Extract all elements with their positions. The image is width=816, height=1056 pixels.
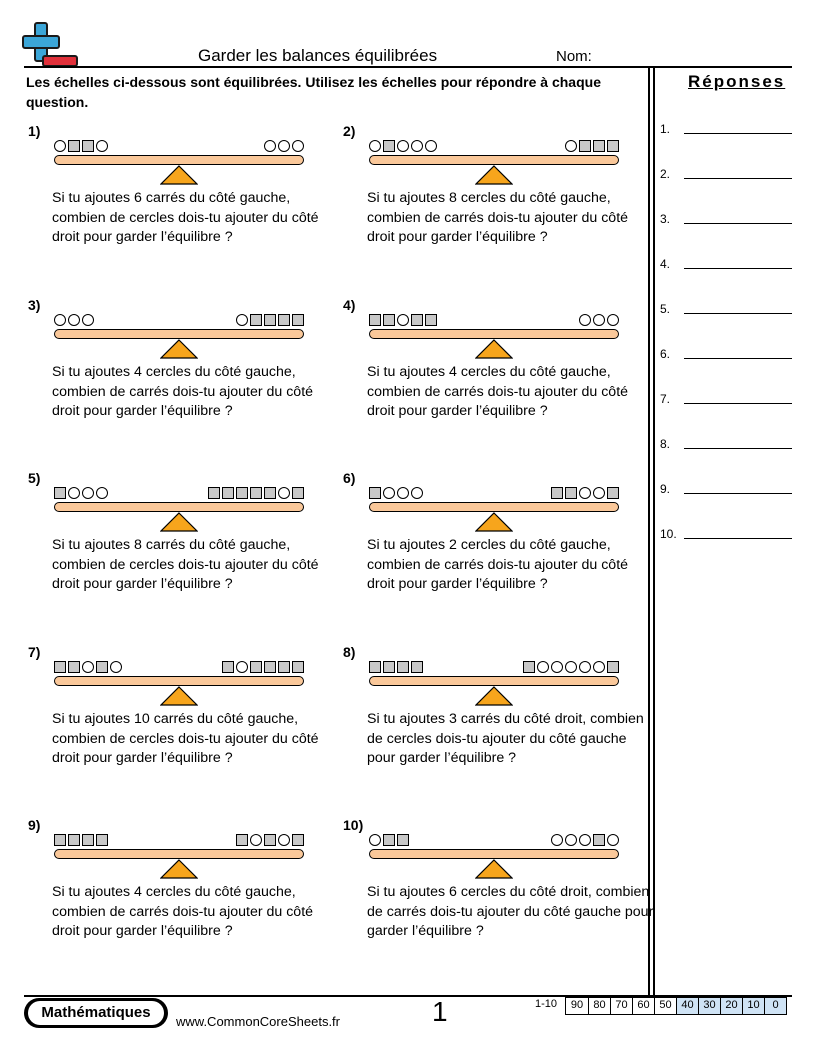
circle-icon [425, 140, 437, 152]
square-icon [411, 314, 423, 326]
question-text: Si tu ajoutes 6 carrés du côté gauche, combien de cercles dois-tu ajouter du côté droit pour garder l’équilibre ? [52, 190, 319, 245]
problem-number: 7) [28, 644, 41, 660]
square-icon [292, 314, 304, 326]
problem-7 [26, 644, 319, 794]
square-icon [236, 487, 248, 499]
logo-plus-minus-icon [22, 22, 78, 68]
score-cell: 70 [610, 998, 632, 1014]
answer-row [660, 347, 792, 367]
square-icon [425, 314, 437, 326]
right-pan-objects [579, 314, 619, 328]
circle-icon [593, 661, 605, 673]
square-icon [96, 661, 108, 673]
circle-icon [96, 140, 108, 152]
right-pan-objects [523, 661, 619, 675]
square-icon [369, 661, 381, 673]
circle-icon [68, 487, 80, 499]
square-icon [579, 140, 591, 152]
answer-row [660, 167, 792, 187]
problem-number: 10) [343, 817, 364, 833]
answer-row [660, 482, 792, 502]
answer-number: 6. [660, 347, 671, 361]
answer-row [660, 437, 792, 457]
problem-6 [341, 470, 631, 620]
left-pan-objects [369, 314, 437, 328]
square-icon [54, 487, 66, 499]
circle-icon [236, 314, 248, 326]
question-text: Si tu ajoutes 6 cercles du côté droit, combien de carrés dois-tu ajouter du côté gauche pour garder l’équilibre ? [367, 884, 654, 939]
circle-icon [369, 140, 381, 152]
question-text: Si tu ajoutes 4 cercles du côté gauche, combien de carrés dois-tu ajouter du côté droit pour garder l’équilibre ? [367, 364, 629, 419]
left-pan-objects [54, 834, 108, 848]
score-table [565, 997, 787, 1015]
square-icon [264, 314, 276, 326]
square-icon [607, 487, 619, 499]
circle-icon [82, 314, 94, 326]
right-pan-objects [222, 661, 304, 675]
balance-beam [369, 329, 619, 339]
fulcrum-icon [160, 339, 198, 359]
square-icon [278, 314, 290, 326]
balance-beam [369, 849, 619, 859]
problem-number: 1) [28, 123, 41, 139]
square-icon [292, 834, 304, 846]
square-icon [565, 487, 577, 499]
answer-number: 1. [660, 122, 671, 136]
circle-icon [54, 140, 66, 152]
score-cell: 50 [654, 998, 676, 1014]
circle-icon [537, 661, 549, 673]
left-pan-objects [54, 661, 122, 675]
fulcrum-icon [475, 165, 513, 185]
square-icon [236, 834, 248, 846]
answers-title: Réponses [688, 72, 786, 91]
left-pan-objects [369, 834, 409, 848]
square-icon [82, 834, 94, 846]
circle-icon [593, 314, 605, 326]
fulcrum-icon [475, 512, 513, 532]
square-icon [250, 487, 262, 499]
square-icon [54, 834, 66, 846]
circle-icon [250, 834, 262, 846]
circle-icon [369, 834, 381, 846]
square-icon [397, 661, 409, 673]
square-icon [369, 314, 381, 326]
answer-line[interactable] [684, 178, 792, 179]
circle-icon [565, 140, 577, 152]
square-icon [250, 314, 262, 326]
square-icon [593, 834, 605, 846]
circle-icon [278, 487, 290, 499]
answer-row [660, 392, 792, 412]
square-icon [523, 661, 535, 673]
circle-icon [68, 314, 80, 326]
answer-number: 8. [660, 437, 671, 451]
balance-beam [54, 849, 304, 859]
subject-badge [24, 998, 168, 1028]
score-cell: 20 [720, 998, 742, 1014]
instructions: Les échelles ci-dessous sont équilibrées. Utilisez les échelles pour répondre à chaque question. [26, 74, 601, 110]
fulcrum-icon [475, 339, 513, 359]
score-cell: 90 [570, 999, 584, 1011]
right-pan-objects [208, 487, 304, 501]
circle-icon [397, 487, 409, 499]
right-pan-objects [236, 314, 304, 328]
square-icon [278, 661, 290, 673]
left-pan-objects [369, 661, 423, 675]
left-pan-objects [54, 487, 108, 501]
fulcrum-icon [160, 859, 198, 879]
header-divider [24, 66, 792, 68]
right-pan-objects [551, 834, 619, 848]
circle-icon [110, 661, 122, 673]
circle-icon [579, 314, 591, 326]
answer-number: 4. [660, 257, 671, 271]
problem-10 [341, 817, 654, 967]
right-pan-objects [565, 140, 619, 154]
square-icon [96, 834, 108, 846]
answer-number: 2. [660, 167, 671, 181]
problem-1 [26, 123, 319, 273]
circle-icon [278, 140, 290, 152]
problem-9 [26, 817, 316, 967]
circle-icon [551, 834, 563, 846]
answer-line[interactable] [684, 538, 792, 539]
answer-row [660, 212, 792, 232]
square-icon [593, 140, 605, 152]
square-icon [551, 487, 563, 499]
answer-number: 7. [660, 392, 671, 406]
answer-line[interactable] [684, 448, 792, 449]
circle-icon [278, 834, 290, 846]
square-icon [222, 661, 234, 673]
circle-icon [579, 834, 591, 846]
right-pan-objects [551, 487, 619, 501]
circle-icon [411, 487, 423, 499]
circle-icon [607, 834, 619, 846]
square-icon [607, 661, 619, 673]
circle-icon [551, 661, 563, 673]
page-number: 1 [432, 996, 448, 1027]
left-pan-objects [369, 140, 437, 154]
square-icon [68, 661, 80, 673]
circle-icon [96, 487, 108, 499]
right-pan-objects [236, 834, 304, 848]
fulcrum-icon [160, 512, 198, 532]
balance-beam [54, 676, 304, 686]
square-icon [292, 487, 304, 499]
square-icon [264, 487, 276, 499]
circle-icon [397, 314, 409, 326]
square-icon [82, 140, 94, 152]
circle-icon [593, 487, 605, 499]
square-icon [54, 661, 66, 673]
answer-line[interactable] [684, 403, 792, 404]
right-pan-objects [264, 140, 304, 154]
square-icon [383, 661, 395, 673]
question-text: Si tu ajoutes 3 carrés du côté droit, combien de cercles dois-tu ajouter du côté gauche pour garder l’équilibre ? [367, 711, 644, 766]
problem-number: 3) [28, 297, 41, 313]
problem-3 [26, 297, 316, 447]
score-cell: 0 [764, 998, 786, 1014]
square-icon [68, 834, 80, 846]
circle-icon [82, 661, 94, 673]
problem-number: 5) [28, 470, 41, 486]
circle-icon [264, 140, 276, 152]
circle-icon [236, 661, 248, 673]
square-icon [383, 314, 395, 326]
problem-number: 4) [343, 297, 356, 313]
circle-icon [397, 140, 409, 152]
circle-icon [292, 140, 304, 152]
square-icon [397, 834, 409, 846]
left-pan-objects [54, 140, 108, 154]
square-icon [250, 661, 262, 673]
answer-line[interactable] [684, 358, 792, 359]
circle-icon [82, 487, 94, 499]
circle-icon [579, 487, 591, 499]
square-icon [383, 834, 395, 846]
problem-number: 6) [343, 470, 356, 486]
circle-icon [565, 834, 577, 846]
score-cell: 80 [588, 998, 610, 1014]
left-pan-objects [54, 314, 94, 328]
square-icon [68, 140, 80, 152]
square-icon [411, 661, 423, 673]
problem-4 [341, 297, 631, 447]
problem-number: 9) [28, 817, 41, 833]
score-cell: 30 [698, 998, 720, 1014]
answer-row [660, 257, 792, 277]
question-text: Si tu ajoutes 10 carrés du côté gauche, combien de cercles dois-tu ajouter du côté droit pour garder l’équilibre ? [52, 711, 319, 766]
answer-line[interactable] [684, 313, 792, 314]
answer-row [660, 527, 792, 547]
question-text: Si tu ajoutes 8 cercles du côté gauche, combien de carrés dois-tu ajouter du côté droit pour garder l’équilibre ? [367, 190, 629, 245]
score-cell: 60 [632, 998, 654, 1014]
fulcrum-icon [160, 165, 198, 185]
score-range-label: 1-10 [535, 998, 558, 1010]
site-url: www.CommonCoreSheets.fr [176, 1014, 340, 1029]
circle-icon [607, 314, 619, 326]
answer-line[interactable] [684, 493, 792, 494]
square-icon [208, 487, 220, 499]
question-text: Si tu ajoutes 4 cercles du côté gauche, combien de carrés dois-tu ajouter du côté droit pour garder l’équilibre ? [52, 884, 314, 939]
balance-beam [54, 502, 304, 512]
answer-line[interactable] [684, 268, 792, 269]
problem-2 [341, 123, 631, 273]
answer-number: 9. [660, 482, 671, 496]
subject-badge-label: Mathématiques [28, 1001, 164, 1025]
name-label: Nom: [556, 48, 592, 65]
square-icon [222, 487, 234, 499]
balance-beam [54, 155, 304, 165]
answer-row [660, 302, 792, 322]
balance-beam [369, 502, 619, 512]
problem-5 [26, 470, 319, 620]
circle-icon [54, 314, 66, 326]
fulcrum-icon [160, 686, 198, 706]
question-text: Si tu ajoutes 4 cercles du côté gauche, combien de carrés dois-tu ajouter du côté droit pour garder l’équilibre ? [52, 364, 314, 419]
answer-line[interactable] [684, 223, 792, 224]
square-icon [292, 661, 304, 673]
fulcrum-icon [475, 859, 513, 879]
circle-icon [383, 487, 395, 499]
circle-icon [579, 661, 591, 673]
score-cell: 40 [676, 998, 698, 1014]
square-icon [383, 140, 395, 152]
square-icon [607, 140, 619, 152]
problem-number: 8) [343, 644, 356, 660]
problem-number: 2) [343, 123, 356, 139]
balance-beam [54, 329, 304, 339]
balance-beam [369, 676, 619, 686]
answer-row [660, 122, 792, 142]
answer-line[interactable] [684, 133, 792, 134]
fulcrum-icon [475, 686, 513, 706]
balance-beam [369, 155, 619, 165]
circle-icon [411, 140, 423, 152]
left-pan-objects [369, 487, 423, 501]
page-title: Garder les balances équilibrées [198, 46, 438, 65]
square-icon [264, 661, 276, 673]
circle-icon [565, 661, 577, 673]
square-icon [369, 487, 381, 499]
question-text: Si tu ajoutes 8 carrés du côté gauche, combien de cercles dois-tu ajouter du côté droit pour garder l’équilibre ? [52, 537, 319, 592]
square-icon [264, 834, 276, 846]
answer-number: 5. [660, 302, 671, 316]
answer-number: 10. [660, 527, 677, 541]
score-cell: 10 [742, 998, 764, 1014]
question-text: Si tu ajoutes 2 cercles du côté gauche, combien de carrés dois-tu ajouter du côté droit pour garder l’équilibre ? [367, 537, 629, 592]
answer-number: 3. [660, 212, 671, 226]
problem-8 [341, 644, 644, 794]
